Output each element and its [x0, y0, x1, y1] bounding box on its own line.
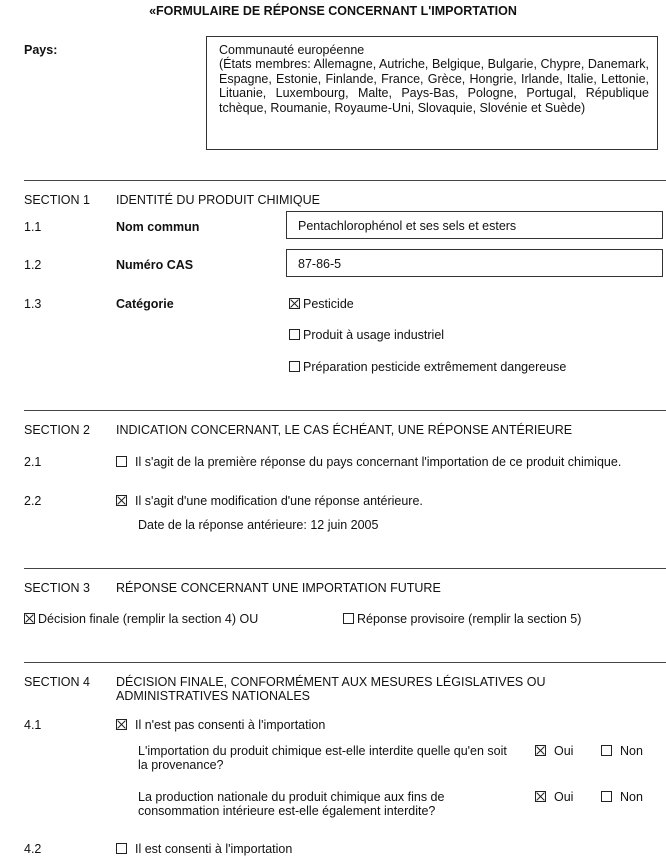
q1-yes-option[interactable] [535, 744, 573, 758]
country-text [219, 43, 649, 115]
q2-no-label: Non [620, 790, 643, 804]
item-4-1-text: Il n'est pas consenti à l'importation [135, 718, 326, 732]
section3-divider [24, 568, 666, 569]
common-name-value: Pentachlorophénol et ses sels et esters [298, 219, 517, 233]
section2-number: SECTION 2 [24, 423, 90, 437]
category-label: Catégorie [116, 297, 174, 311]
section3-number: SECTION 3 [24, 581, 90, 595]
q2-yes-option[interactable] [535, 790, 573, 804]
checkbox-industrial[interactable] [289, 329, 300, 340]
category-option-industrial[interactable] [289, 328, 444, 342]
q1-yes-label: Oui [554, 744, 574, 758]
common-name-label: Nom commun [116, 220, 200, 234]
checkbox-first-response[interactable] [116, 456, 127, 467]
checkbox-q1-no[interactable] [601, 745, 612, 756]
interim-response-label: Réponse provisoire (remplir la section 5) [357, 612, 582, 626]
item-4-1[interactable] [116, 718, 325, 732]
category-option-label: Préparation pesticide extrêmement dangereuse [303, 360, 567, 374]
q2-yes-label: Oui [554, 790, 574, 804]
checkbox-consented[interactable] [116, 843, 127, 854]
section2-heading: INDICATION CONCERNANT, LE CAS ÉCHÉANT, UNE RÉPONSE ANTÉRIEURE [116, 423, 573, 437]
section1-heading: IDENTITÉ DU PRODUIT CHIMIQUE [116, 193, 320, 207]
common-name-number: 1.1 [24, 220, 42, 234]
section4-heading [116, 675, 545, 703]
country-name: Communauté européenne [219, 43, 365, 57]
cas-number-label-num: 1.2 [24, 258, 42, 272]
question-import-banned: L'importation du produit chimique est-elle interdite quelle qu'en soit la provenance? [138, 744, 507, 772]
interim-response-option[interactable] [343, 612, 581, 626]
category-number: 1.3 [24, 297, 42, 311]
country-label: Pays: [24, 43, 58, 57]
cas-number-value: 87-86-5 [298, 257, 342, 271]
final-decision-option[interactable] [24, 612, 258, 626]
checkbox-interim-response[interactable] [343, 613, 354, 624]
item-2-2-number: 2.2 [24, 494, 42, 508]
section4-number: SECTION 4 [24, 675, 90, 689]
final-decision-label: Décision finale (remplir la section 4) OU [38, 612, 259, 626]
checkbox-final-decision[interactable] [24, 613, 35, 624]
item-2-1-number: 2.1 [24, 455, 42, 469]
cas-number-field [286, 249, 663, 277]
section4-heading-line2: ADMINISTRATIVES NATIONALES [116, 689, 311, 703]
item-4-2[interactable] [116, 842, 292, 856]
country-members: (États membres: Allemagne, Autriche, Belgique, Bulgarie, Chypre, Danemark, Espagne, Estonie, Finlande, France, Grèce, Hongrie, Irlande, Italie, Lettonie, Lituanie, Luxembourg, Malte, Pays-Bas, Pologne, Portugal, République tchèque, Roumanie, Royaume-Uni, Slovaquie, Slovénie et Suède) [219, 57, 649, 115]
category-option-pesticide[interactable] [289, 297, 354, 311]
checkbox-hazardous[interactable] [289, 361, 300, 372]
item-4-1-number: 4.1 [24, 718, 42, 732]
checkbox-q2-yes[interactable] [535, 791, 546, 802]
section1-number: SECTION 1 [24, 193, 90, 207]
form-title: «FORMULAIRE DE RÉPONSE CONCERNANT L'IMPORTATION [149, 4, 517, 18]
common-name-field [286, 211, 663, 239]
checkbox-q1-yes[interactable] [535, 745, 546, 756]
section4-divider [24, 662, 666, 663]
item-2-1-text: Il s'agit de la première réponse du pays concernant l'importation de ce produit chimique. [135, 455, 622, 469]
item-2-2-text: Il s'agit d'une modification d'une réponse antérieure. [135, 494, 423, 508]
checkbox-not-consented[interactable] [116, 719, 127, 730]
section4-heading-line1: DÉCISION FINALE, CONFORMÉMENT AUX MESURES LÉGISLATIVES OU [116, 675, 546, 689]
checkbox-pesticide[interactable] [289, 298, 300, 309]
item-4-2-number: 4.2 [24, 842, 42, 856]
q2-no-option[interactable] [601, 790, 643, 804]
item-2-1[interactable] [116, 455, 621, 469]
q1-no-label: Non [620, 744, 643, 758]
cas-number-label: Numéro CAS [116, 258, 194, 272]
checkbox-q2-no[interactable] [601, 791, 612, 802]
checkbox-modification[interactable] [116, 495, 127, 506]
question-production-banned: La production nationale du produit chimique aux fins de consommation intérieure est-elle également interdite? [138, 790, 445, 818]
item-4-2-text: Il est consenti à l'importation [135, 842, 293, 856]
section3-heading: RÉPONSE CONCERNANT UNE IMPORTATION FUTURE [116, 581, 441, 595]
category-option-hazardous[interactable] [289, 360, 566, 374]
q1-no-option[interactable] [601, 744, 643, 758]
previous-response-date: Date de la réponse antérieure: 12 juin 2005 [138, 518, 379, 532]
item-2-2[interactable] [116, 494, 423, 508]
section1-divider [24, 180, 666, 181]
section2-divider [24, 410, 666, 411]
category-option-label: Pesticide [303, 297, 354, 311]
category-option-label: Produit à usage industriel [303, 328, 445, 342]
